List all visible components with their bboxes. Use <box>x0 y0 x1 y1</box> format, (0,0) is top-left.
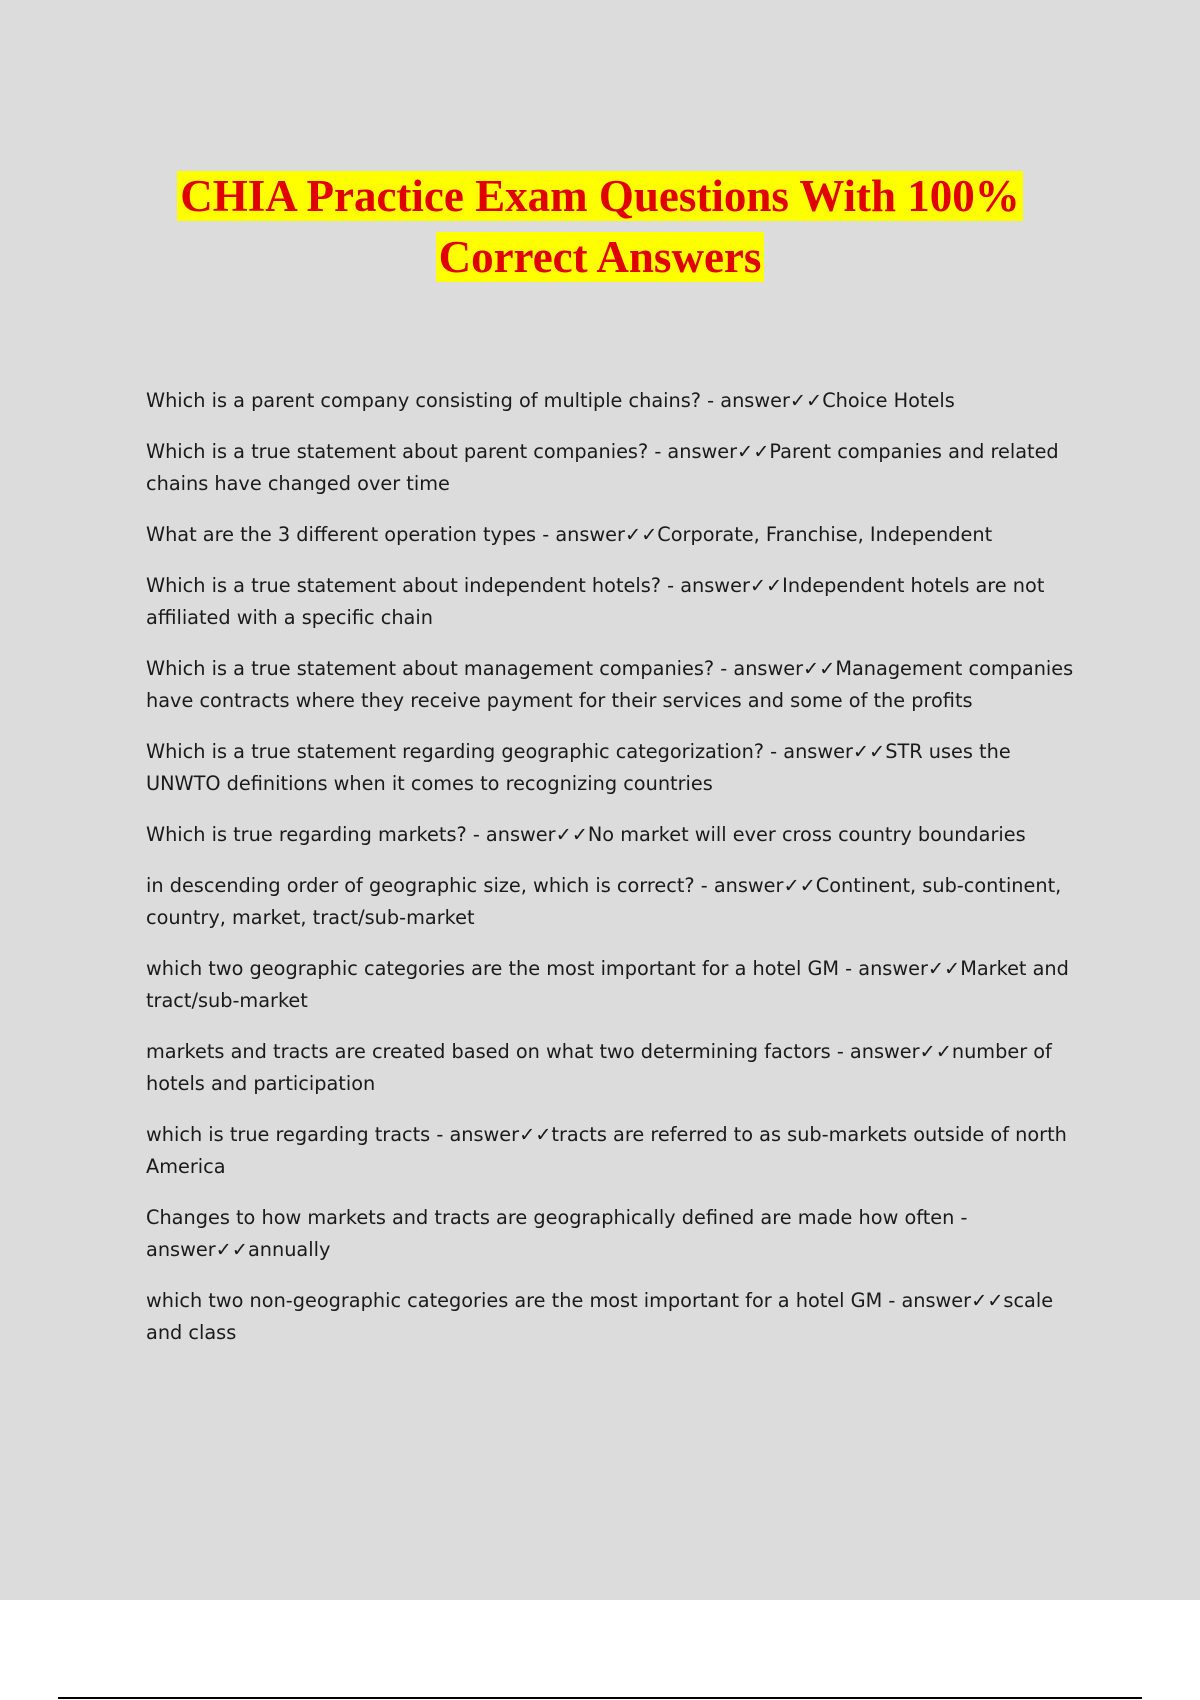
title-line-2: Correct Answers <box>436 232 765 282</box>
qa-item: which is true regarding tracts - answer✓✓tracts are referred to as sub-markets outside of north America <box>146 1123 1067 1178</box>
title-line-1: CHIA Practice Exam Questions With 100% <box>177 171 1023 221</box>
qa-item: Which is a true statement about management companies? - answer✓✓Management companies have contracts where they receive payment for their services and some of the profits <box>146 657 1074 712</box>
qa-item: Changes to how markets and tracts are geographically defined are made how often - answer✓✓annually <box>146 1206 968 1261</box>
qa-item: which two geographic categories are the most important for a hotel GM - answer✓✓Market and tract/sub-market <box>146 957 1069 1012</box>
qa-item: What are the 3 different operation types - answer✓✓Corporate, Franchise, Independent <box>146 523 993 546</box>
qa-item: Which is true regarding markets? - answer✓✓No market will ever cross country boundaries <box>146 823 1026 846</box>
qa-item: which two non-geographic categories are the most important for a hotel GM - answer✓✓scale and class <box>146 1289 1054 1344</box>
document-title <box>0 166 1200 288</box>
qa-item: Which is a true statement about independent hotels? - answer✓✓Independent hotels are not affiliated with a specific chain <box>146 574 1045 629</box>
qa-item: Which is a true statement about parent companies? - answer✓✓Parent companies and related chains have changed over time <box>146 440 1059 495</box>
qa-item: markets and tracts are created based on what two determining factors - answer✓✓number of hotels and participation <box>146 1040 1052 1095</box>
qa-item: Which is a parent company consisting of multiple chains? - answer✓✓Choice Hotels <box>146 389 955 412</box>
qa-item: Which is a true statement regarding geographic categorization? - answer✓✓STR uses the UNWTO definitions when it comes to recognizing countries <box>146 740 1011 795</box>
footer-divider <box>58 1697 1142 1699</box>
qa-item: in descending order of geographic size, which is correct? - answer✓✓Continent, sub-continent, country, market, tract/sub-market <box>146 874 1062 929</box>
qa-list <box>146 385 1086 1368</box>
